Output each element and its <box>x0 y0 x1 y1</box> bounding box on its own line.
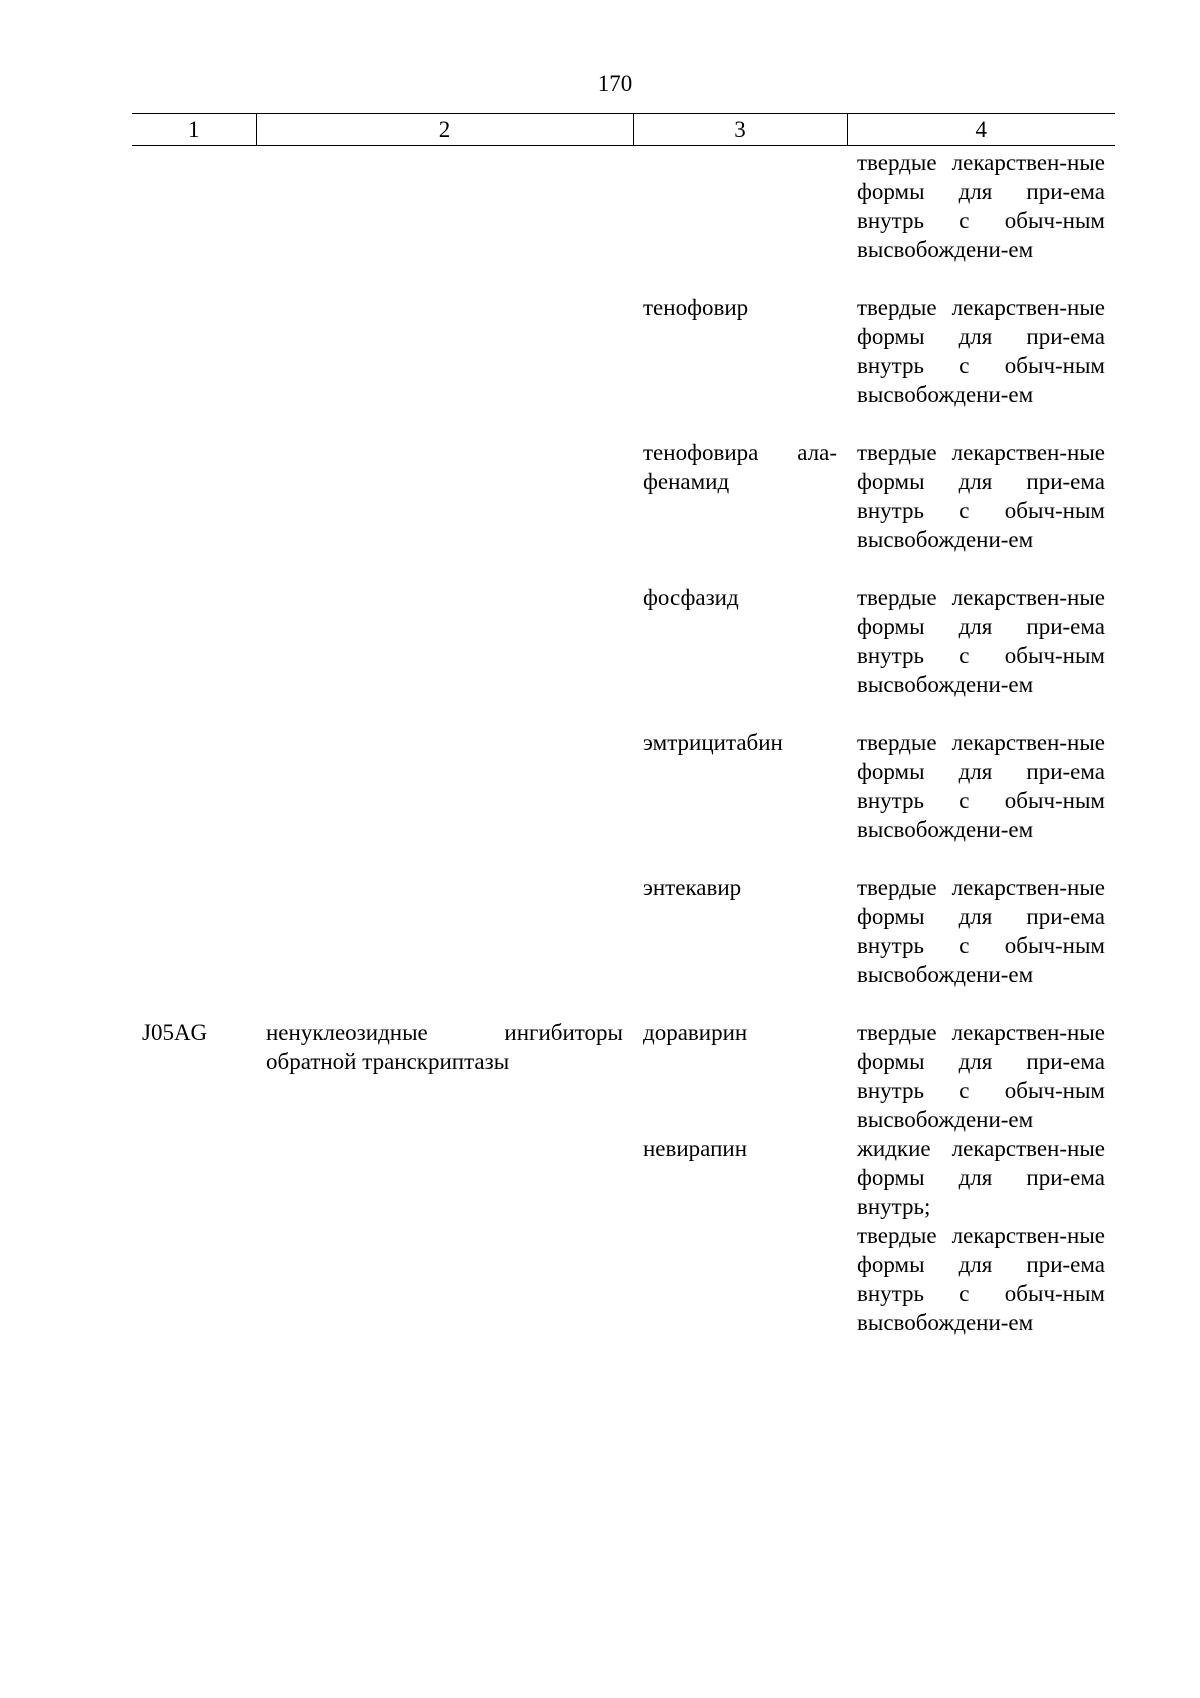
table-header-row <box>132 114 1115 146</box>
atc-code-cell <box>132 728 256 873</box>
dosage-form-cell <box>847 728 1115 873</box>
atc-code-cell <box>132 873 256 1018</box>
dosage-form-cell <box>847 1018 1115 1134</box>
group-name-cell: ненуклеозидные ингибиторы обратной транскриптазы <box>266 1020 623 1074</box>
dosage-form-text-secondary: твердые лекарствен-ные формы для при-ема внутрь с обыч-ным высвобождени-ем <box>857 1223 1105 1335</box>
dosage-form-cell <box>847 293 1115 438</box>
table-row <box>132 146 1115 294</box>
group-name-cell <box>256 583 633 728</box>
group-name-cell <box>256 728 633 873</box>
dosage-form-cell <box>847 873 1115 1018</box>
group-name-cell <box>256 1134 633 1337</box>
atc-code-cell <box>132 438 256 583</box>
dosage-form-cell <box>847 146 1115 294</box>
dosage-form-text: твердые лекарствен-ные формы для при-ема внутрь с обыч-ным высвобождени-ем <box>857 730 1105 842</box>
column-header-2: 2 <box>256 114 633 146</box>
atc-code-cell: J05AG <box>142 1020 208 1045</box>
dosage-form-text: твердые лекарствен-ные формы для при-ема внутрь с обыч-ным высвобождени-ем <box>857 1020 1105 1132</box>
dosage-form-cell <box>847 438 1115 583</box>
group-name-cell <box>256 438 633 583</box>
column-header-3: 3 <box>633 114 847 146</box>
dosage-form-text: твердые лекарствен-ные формы для при-ема внутрь с обыч-ным высвобождени-ем <box>857 295 1105 407</box>
drug-name-cell: фосфазид <box>643 585 739 610</box>
dosage-form-cell <box>847 583 1115 728</box>
column-header-4: 4 <box>847 114 1115 146</box>
table-row <box>132 1018 1115 1134</box>
dosage-form-text: жидкие лекарствен-ные формы для при-ема внутрь; <box>857 1136 1105 1219</box>
drug-name-cell: доравирин <box>643 1020 748 1045</box>
atc-code-cell <box>132 146 256 294</box>
group-name-cell <box>256 873 633 1018</box>
group-name-cell <box>256 293 633 438</box>
group-name-cell <box>256 146 633 294</box>
drug-name-cell <box>633 146 847 294</box>
table-row <box>132 293 1115 438</box>
drug-table <box>132 113 1115 1337</box>
atc-code-cell <box>132 583 256 728</box>
table-row <box>132 873 1115 1018</box>
dosage-form-text: твердые лекарствен-ные формы для при-ема внутрь с обыч-ным высвобождени-ем <box>857 585 1105 697</box>
table-row <box>132 728 1115 873</box>
table-row <box>132 438 1115 583</box>
page-number: 170 <box>597 71 633 96</box>
atc-code-cell <box>132 293 256 438</box>
dosage-form-text: твердые лекарствен-ные формы для при-ема внутрь с обыч-ным высвобождени-ем <box>857 875 1105 987</box>
atc-code-cell <box>132 1134 256 1337</box>
drug-name-cell: невирапин <box>643 1136 748 1161</box>
dosage-form-text: твердые лекарствен-ные формы для при-ема внутрь с обыч-ным высвобождени-ем <box>857 150 1105 262</box>
dosage-form-text: твердые лекарствен-ные формы для при-ема внутрь с обыч-ным высвобождени-ем <box>857 440 1105 552</box>
table-row <box>132 583 1115 728</box>
drug-name-cell: тенофовира ала-фенамид <box>643 440 837 494</box>
drug-name-cell: тенофовир <box>643 295 749 320</box>
drug-name-cell: эмтрицитабин <box>643 730 783 755</box>
column-header-1: 1 <box>132 114 256 146</box>
dosage-form-cell <box>847 1134 1115 1337</box>
drug-name-cell: энтекавир <box>643 875 742 900</box>
table-row <box>132 1134 1115 1337</box>
